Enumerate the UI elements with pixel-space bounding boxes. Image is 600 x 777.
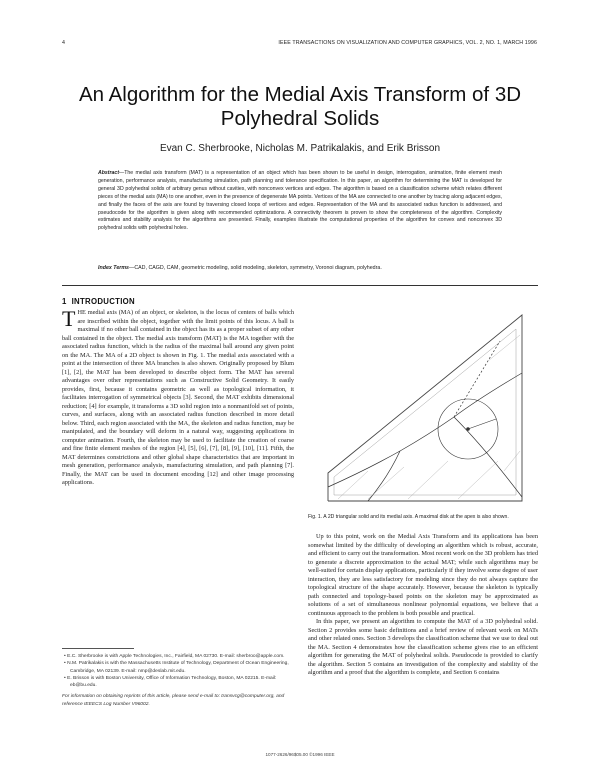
intro-text: HE medial axis (MA) of an object, or skeleton, is the locus of centers of balls which are inscribed within the object, together with the limit points of this locus. A ball is maximal if no other ball contained in the object has its as a proper subset of any other ball contained in the object. The medial axis transform (MAT) is the MA together with the associated radius function, which is the radius of the maximal ball around any given point on the MA. The MA of a 2D object is shown in Fig. 1. The medial axis associated with a point at the intersection of three MA branches is also shown. Originally proposed by Blum [1], [2], the MAT has been developed to describe object form. The MAT has several advantages over other representations such as Constructive Solid Geometry. It easily provides, first, because it contains geometric as well as topological information, it facilitates interrogation of symmetrical objects [3]. Second, the MAT exhibits dimensional reduction; [4] for example, it transforms a 3D solid region into a nonmanifold set of points, curves, and surfaces, along with an associated radius function described in more detail below. Third, each region associated with the MA, the skeleton and radius function, may be manipulated, and the boundary will deform in a natural way, suggesting applications in computer animation. Fourth, the skeleton may be used to facilitate the creation of coarse and fine finite element meshes of the region [4], [5], [6], [7], [8], [9], [10], [11]. Fifth, the MAT determines constrictions and other global shape characteristics that are important in mesh generation, performance analysis, manufacturing simulation, and path planning [7]. Finally, the MAT can be used in document encoding [12] and other image processing applications. [62, 309, 294, 486]
hatching [338, 335, 520, 499]
index-terms-text: —CAD, CAGD, CAM, geometric modeling, solid modeling, skeleton, symmetry, Voronoi diagram, polyhedra. [129, 265, 382, 271]
page-number: 4 [62, 40, 66, 46]
medial-axis-curve [328, 341, 522, 501]
intro-paragraph [62, 306, 294, 488]
journal-header: IEEE TRANSACTIONS ON VISUALIZATION AND COMPUTER GRAPHICS, VOL. 2, NO. 1, MARCH 1996 [278, 40, 537, 46]
right-paragraph: Up to this point, work on the Medial Axis Transform and its applications has been somewhat limited by the difficulty of developing an algorithm which is robust, accurate, and efficient to carry out the transformation. Most recent work on the 3D problem has tried to generate a discrete approximation to the actual MAT; while such algorithms may be well-suited for certain display applications, particularly if they involve some degree of user interaction, they are less satisfactory for modeling since they do not always capture the topological structure of the shape accurately. However, because the skeleton is typically path connected and topology-based points on the skeleton may be approximated as solutions of a set of simultaneous nonlinear polynomial equations, we believe that a continuous approach to the problem is both possible and practical. [308, 533, 538, 617]
abstract-text: —The medial axis transform (MAT) is a representation of an object which has been shown to be useful in design, interrogation, animation, finite element mesh generation, performance analysis, manufacturing simulation, path planning and tolerance specification. In this paper, an algorithm for determining the MAT is developed for general 3D polyhedral solids of arbitrary genus without cavities, with nonconvex vertices and edges. The algorithm is based on a classification scheme which relates different pieces of the medial axis (MA) to one another, even in the presence of degenerate MA points. Vertices of the MA are connected to one another by tracing along adjacent edges, and finally the faces of the axis are found by traversing closed loops of vertices and edges. Representation of the MA and its associated radius function is addressed, and pseudocode for the algorithm is given along with recommended optimizations. A connectivity theorem is proven to show the completeness of the algorithm. Complexity estimates and stability analysis for the algorithms are presented. Finally, examples illustrate the computational properties of the algorithm for convex and nonconvex 3D polyhedral solids with polyhedral holes. [98, 170, 502, 232]
footer-code: 1077-2626/96$05.00 ©1996 IEEE [265, 752, 335, 757]
divider [62, 285, 538, 286]
section-heading [62, 297, 135, 306]
index-terms [98, 264, 502, 272]
figure-medial-axis [308, 301, 538, 509]
footnote-divider [62, 648, 134, 649]
index-terms-label: Index Terms [98, 265, 130, 271]
paper-title: An Algorithm for the Medial Axis Transform of 3D Polyhedral Solids [78, 83, 522, 130]
footnote-item: • E. Brisson is with Boston University, Office of Information Technology, Boston, MA 02215. E-mail: eb@bu.edu. [70, 675, 294, 690]
abstract-label: Abstract [98, 170, 120, 176]
section-title: INTRODUCTION [71, 297, 135, 306]
figure-caption: Fig. 1. A 2D triangular solid and its medial axis. A maximal disk at the apex is also shown. [308, 514, 509, 520]
right-paragraph: In this paper, we present an algorithm to compute the MAT of a 3D polyhedral solid. Section 2 provides some basic definitions and a brief review of relevant work on MATs and other related ones. Section 3 develops the classification scheme that we use to deal out the MA. Section 4 demonstrates how the classification scheme gives rise to an efficient algorithm for generating the MAT of polyhedral solids. Pseudocode is provided to clarify the algorithm. Section 5 contains an investigation of the complexity and stability of the algorithm and a proof that the algorithm is complete, and Section 6 contains [308, 618, 538, 676]
abstract [98, 170, 502, 233]
maximal-disk [438, 399, 498, 459]
drop-cap: T [62, 306, 76, 331]
reprint-info: For information on obtaining reprints of this article, please send e-mail to: transvcg@computer.org, and reference IEEECS Log Number V96002. [62, 694, 285, 707]
footnotes [62, 653, 294, 708]
left-column [62, 306, 294, 488]
right-column [308, 533, 538, 678]
footnote-item: • N.M. Patrikalakis is with the Massachusetts Institute of Technology, Department of Ocean Engineering, Cambridge, MA 02139. E-mail: nmp@deslab.mit.edu. [70, 660, 294, 675]
section-number: 1 [62, 297, 67, 306]
paper-authors: Evan C. Sherbrooke, Nicholas M. Patrikalakis, and Erik Brisson [159, 143, 441, 154]
running-head [0, 40, 600, 50]
footnote-item: • E.C. Sherbrooke is with Apple Technologies, Inc., Fairfield, MA 02730. E-mail: sherbroo@apple.com. [70, 653, 294, 660]
